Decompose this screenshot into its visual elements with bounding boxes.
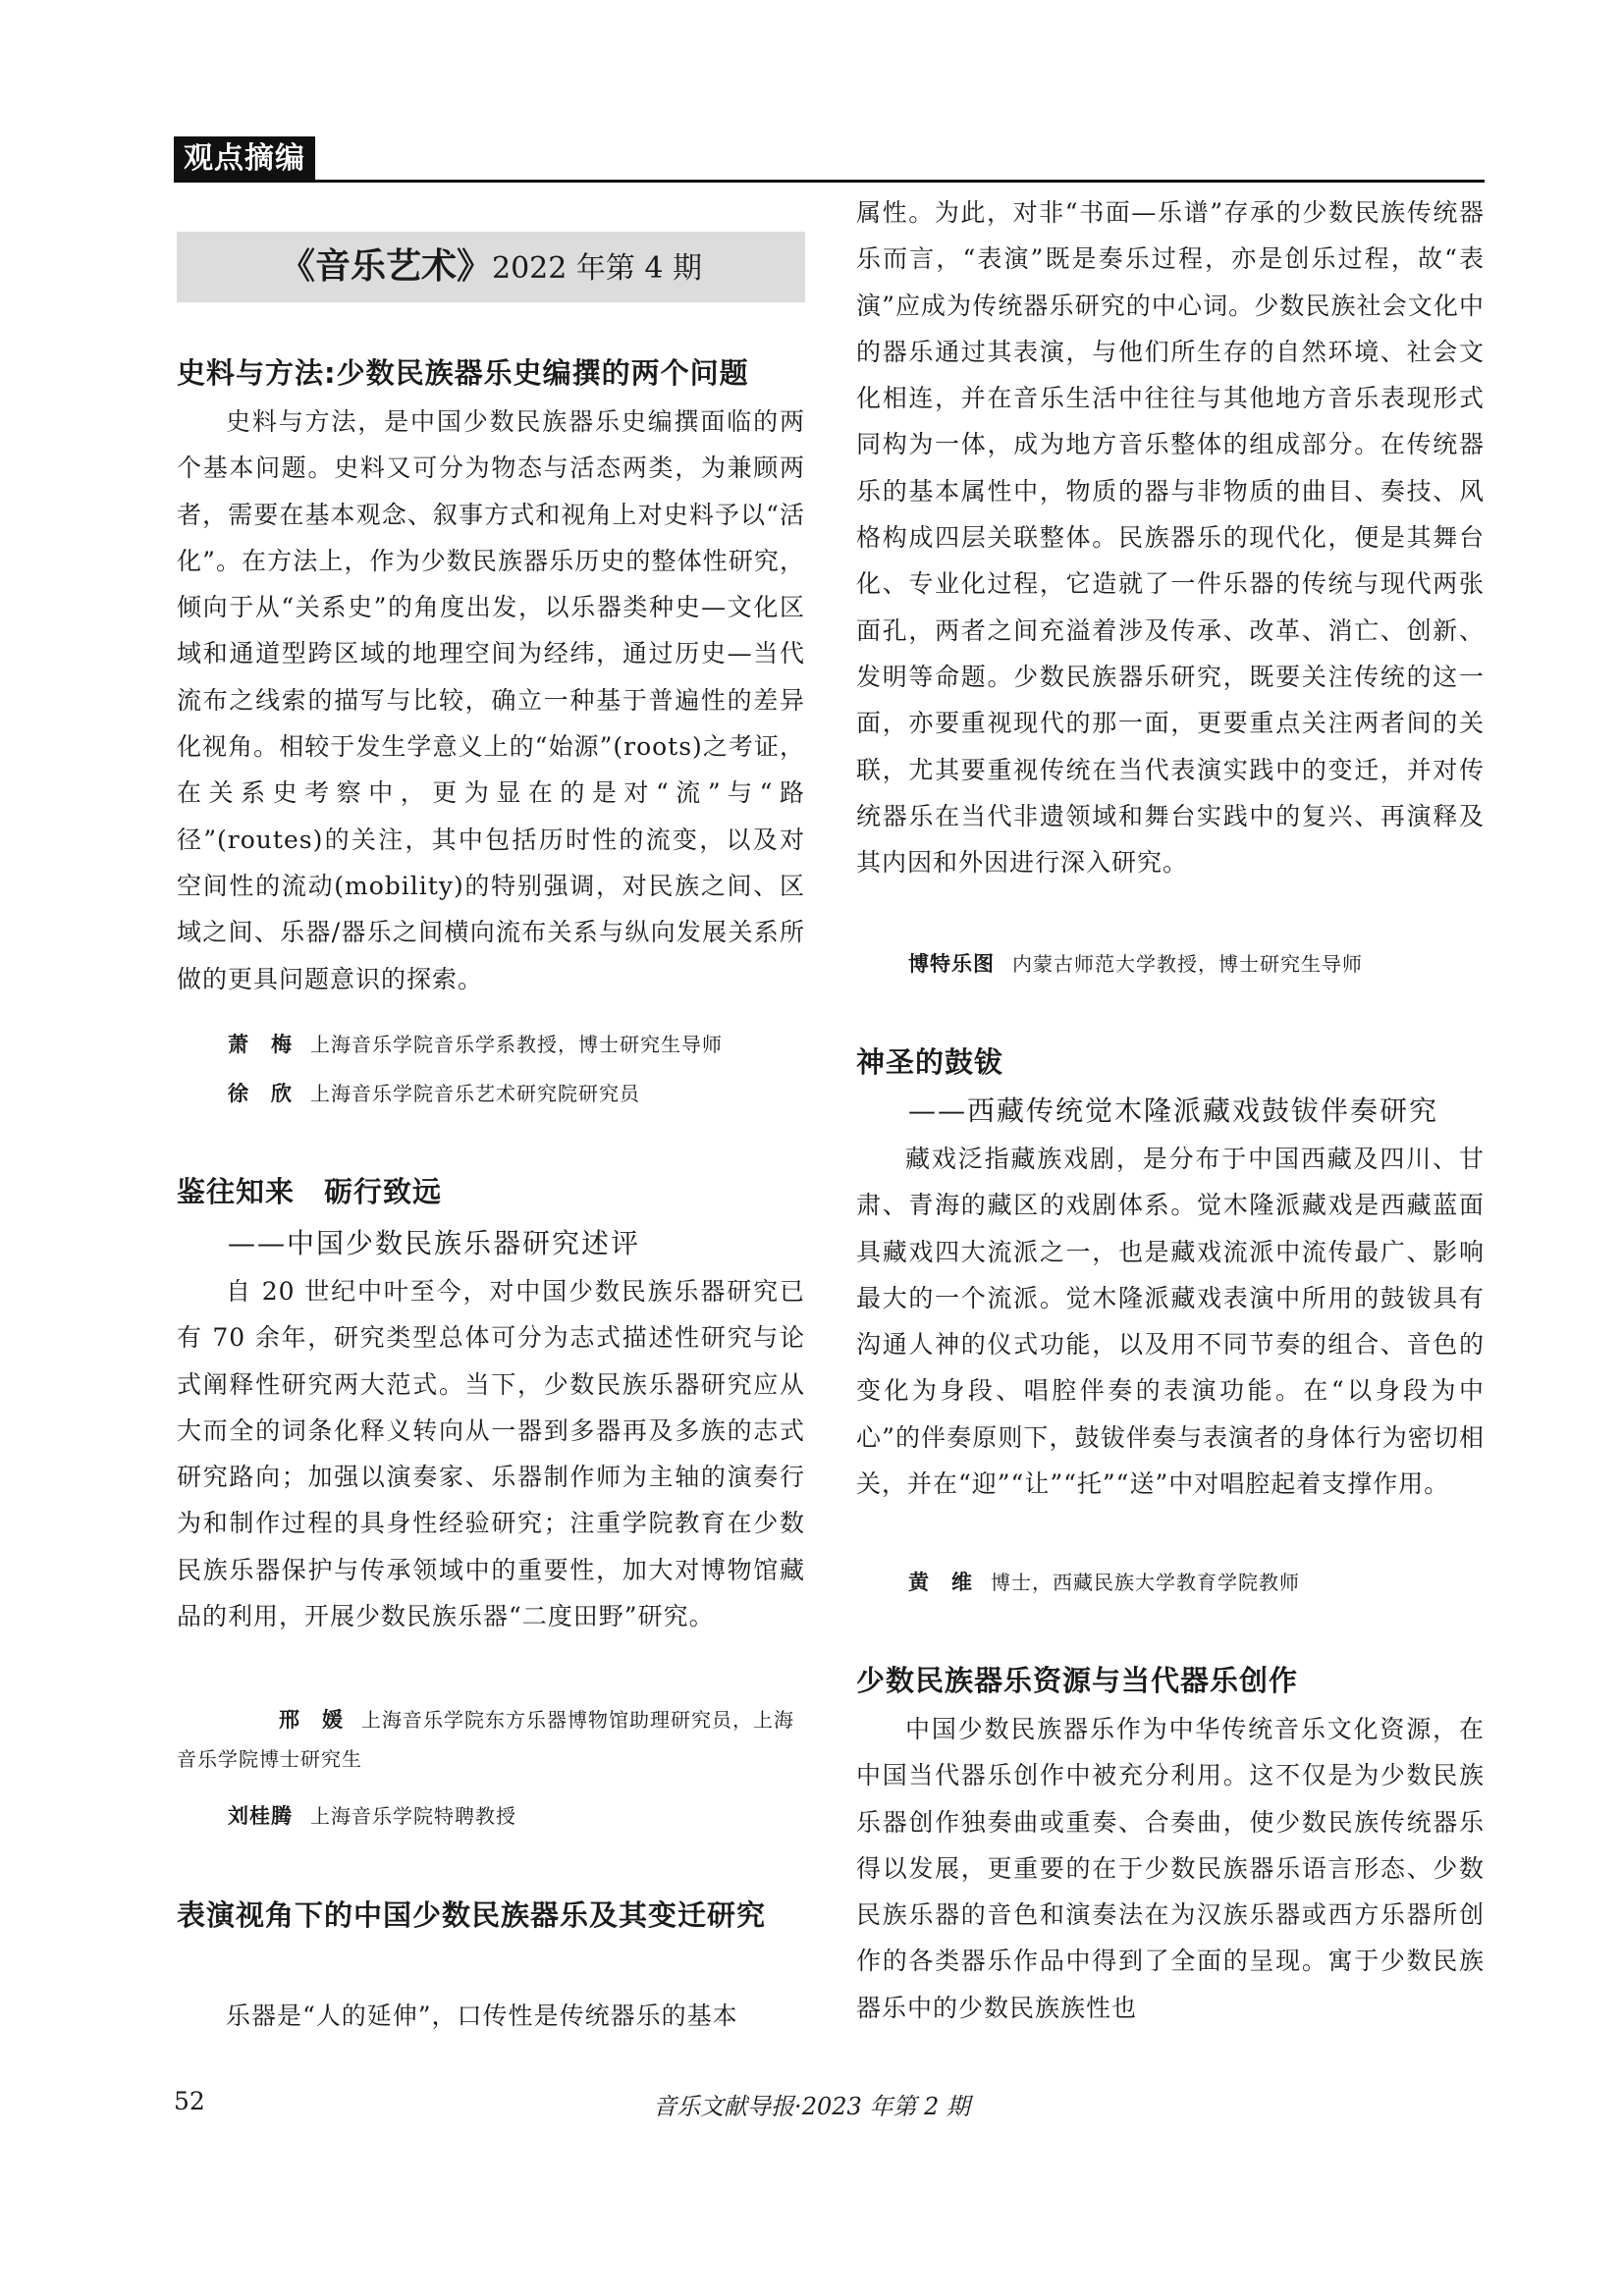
issue-banner — [177, 232, 805, 302]
header-rule — [174, 180, 1485, 183]
article-2-subtitle: ——中国少数民族乐器研究述评 — [228, 1227, 641, 1259]
article-3-title: 表演视角下的中国少数民族器乐及其变迁研究 — [177, 1898, 767, 1932]
article-3-body-right: 属性。为此，对非“书面—乐谱”存承的少数民族传统器乐而言，“表演”既是奏乐过程，亦是创乐过程，故“表演”应成为传统器乐研究的中心词。少数民族社会文化中的器乐通过其表演，与他们所生存的自然环境、社会文化相连，并在音乐生活中往往与其他地方音乐表现形式同构为一体，成为地方音乐整体的组成部分。在传统器乐的基本属性中，物质的器与非物质的曲目、奏技、风格构成四层关联整体。民族器乐的现代化，便是其舞台化、专业化过程，它造就了一件乐器的传统与现代两张面孔，两者之间充溢着涉及传承、改革、消亡、创新、发明等命题。少数民族器乐研究，既要关注传统的这一面，亦要重视现代的那一面，更要重点关注两者间的关联，尤其要重视传统在当代表演实践中的变迁，并对传统器乐在当代非遗领域和舞台实践中的复兴、再演释及其内因和外因进行深入研究。 — [856, 198, 1485, 878]
author-affiliation: 上海音乐学院音乐学系教授，博士研究生导师 — [310, 1033, 723, 1056]
article-3-body-left: 乐器是“人的延伸”，口传性是传统器乐的基本 — [226, 2002, 738, 2030]
author-name: 博特乐图 — [908, 952, 995, 976]
author-name: 黄 维 — [908, 1571, 973, 1594]
issue-date: 2022 年第 4 期 — [491, 251, 703, 286]
article-1-author-1 — [228, 1025, 856, 1064]
author-affiliation: 上海音乐学院特聘教授 — [310, 1804, 516, 1828]
article-5-body: 中国少数民族器乐作为中华传统音乐文化资源，在中国当代器乐创作中被充分利用。这不仅是为少数民族乐器创作独奏曲或重奏、合奏曲，使少数民族传统器乐得以发展，更重要的在于少数民族器乐语言形态、少数民族乐器的音色和演奏法在为汉族乐器或西方乐器所创作的各类器乐作品中得到了全面的呈现。寓于少数民族器乐中的少数民族族性也 — [856, 1715, 1485, 2022]
article-4-title: 神圣的鼓钹 — [856, 1045, 1004, 1079]
author-affiliation: 上海音乐学院东方乐器博物馆助理研究员，上海音乐学院博士研究生 — [177, 1708, 794, 1771]
article-4-subtitle: ——西藏传统觉木隆派藏戏鼓钹伴奏研究 — [908, 1095, 1439, 1127]
footer-journal: 音乐文献导报·2023 年第 2 期 — [653, 2093, 970, 2120]
author-name: 邢 媛 — [279, 1708, 344, 1732]
article-1-body: 史料与方法，是中国少数民族器乐史编撰面临的两个基本问题。史料又可分为物态与活态两类，为兼顾两者，需要在基本观念、叙事方式和视角上对史料予以“活化”。在方法上，作为少数民族器乐历史的整体性研究，倾向于从“关系史”的角度出发，以乐器类种史—文化区域和通道型跨区域的地理空间为经纬，通过历史—当代流布之线索的描写与比较，确立一种基于普遍性的差异化视角。相较于发生学意义上的“始源”(roots)之考证，在关系史考察中，更为显在的是对“流”与“路径”(routes)的关注，其中包括历时性的流变，以及对空间性的流动(mobility)的特别强调，对民族之间、区域之间、乐器/器乐之间横向流布关系与纵向发展关系所做的更具问题意识的探索。 — [177, 407, 805, 993]
article-2-author-1 — [177, 1700, 805, 1779]
article-2-author-2 — [228, 1796, 856, 1836]
page-number: 52 — [174, 2087, 205, 2115]
article-5-title: 少数民族器乐资源与当代器乐创作 — [856, 1664, 1299, 1697]
article-3-author-1 — [908, 944, 1537, 984]
article-4-body: 藏戏泛指藏族戏剧，是分布于中国西藏及四川、甘肃、青海的藏区的戏剧体系。觉木隆派藏戏是西藏蓝面具藏戏四大流派之一，也是藏戏流派中流传最广、影响最大的一个流派。觉木隆派藏戏表演中所用的鼓钹具有沟通人神的仪式功能，以及用不同节奏的组合、音色的变化为身段、唱腔伴奏的表演功能。在“以身段为中心”的伴奏原则下，鼓钹伴奏与表演者的身体行为密切相关，并在“迎”“让”“托”“送”中对唱腔起着支撑作用。 — [856, 1145, 1485, 1499]
article-1-title: 史料与方法:少数民族器乐史编撰的两个问题 — [177, 356, 749, 390]
article-2-body: 自 20 世纪中叶至今，对中国少数民族乐器研究已有 70 余年，研究类型总体可分为志式描述性研究与论式阐释性研究两大范式。当下，少数民族乐器研究应从大而全的词条化释义转向从一器到多器再及多族的志式研究路向；加强以演奏家、乐器制作师为主轴的演奏行为和制作过程的具身性经验研究；注重学院教育在少数民族乐器保护与传承领域中的重要性，加大对博物馆藏品的利用，开展少数民族乐器“二度田野”研究。 — [177, 1277, 805, 1631]
issue-journal: 《音乐艺术》 — [279, 246, 492, 287]
author-affiliation: 博士，西藏民族大学教育学院教师 — [991, 1571, 1300, 1594]
section-label: 观点摘编 — [174, 136, 315, 182]
author-name: 刘桂腾 — [228, 1804, 293, 1828]
article-1-author-2 — [228, 1074, 856, 1113]
author-name: 萧 梅 — [228, 1033, 293, 1056]
article-4-author-1 — [908, 1563, 1537, 1602]
article-2-title: 鉴往知来 砺行致远 — [177, 1175, 443, 1208]
author-affiliation: 内蒙古师范大学教授，博士研究生导师 — [1012, 952, 1363, 976]
author-affiliation: 上海音乐学院音乐艺术研究院研究员 — [310, 1082, 640, 1105]
author-name: 徐 欣 — [228, 1082, 293, 1105]
